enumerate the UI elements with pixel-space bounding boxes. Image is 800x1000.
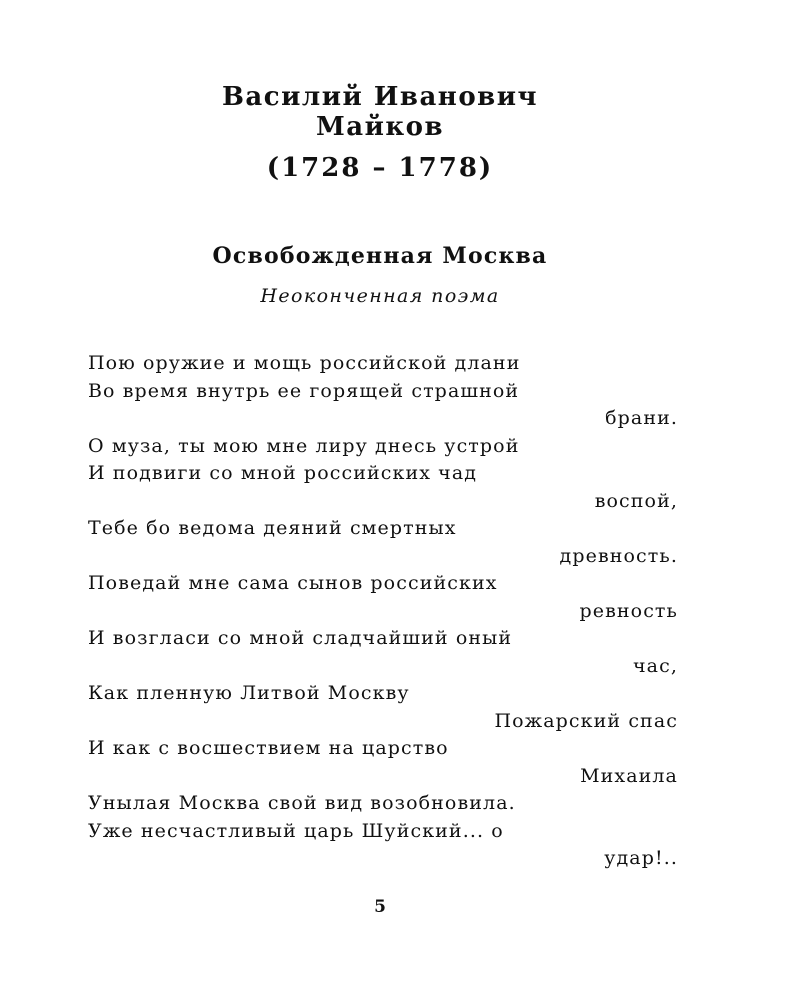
poem-line: Во время внутрь ее горящей страшной xyxy=(88,379,520,402)
poem-line: И как с восшествием на царство xyxy=(88,737,449,759)
poem-line-continuation: брани. xyxy=(605,407,678,429)
poem-line-continuation: ревность xyxy=(579,599,678,622)
poem-line: И возгласи со мной сладчайший оный xyxy=(88,627,513,649)
author-last-name: Майков xyxy=(315,112,445,142)
poem-line: О муза, ты мою мне лиру днесь устрой xyxy=(88,434,520,457)
poem-line: Пою оружие и мощь российской длани xyxy=(88,352,521,374)
page-number: 5 xyxy=(374,897,386,917)
poem-line-continuation: удар!.. xyxy=(604,847,678,869)
poem-line: И подвиги со мной российских чад xyxy=(88,462,478,484)
poem-line-continuation: древность. xyxy=(559,544,678,567)
author-years: (1728 – 1778) xyxy=(266,153,494,183)
poem-line: Поведай мне сама сынов российских xyxy=(88,572,498,594)
poem-subtitle: Неоконченная поэма xyxy=(260,285,500,307)
author-first-name: Василий Иванович xyxy=(221,82,539,112)
poem-line-continuation: час, xyxy=(633,654,678,677)
poem-line: Тебе бо ведома деяний смертных xyxy=(88,517,457,539)
poem-line-continuation: Михаила xyxy=(580,764,678,787)
poem-line: Уже несчастливый царь Шуйский... о xyxy=(88,819,504,842)
poem-line: Как пленную Литвой Москву xyxy=(88,682,410,704)
poem-line-continuation: воспой, xyxy=(594,489,678,512)
poem-body xyxy=(88,350,678,873)
poem-line: Унылая Москва свой вид возобновила. xyxy=(88,792,516,814)
poem-line-continuation: Пожарский спас xyxy=(494,709,678,732)
poem-title: Освобожденная Москва xyxy=(212,243,548,269)
